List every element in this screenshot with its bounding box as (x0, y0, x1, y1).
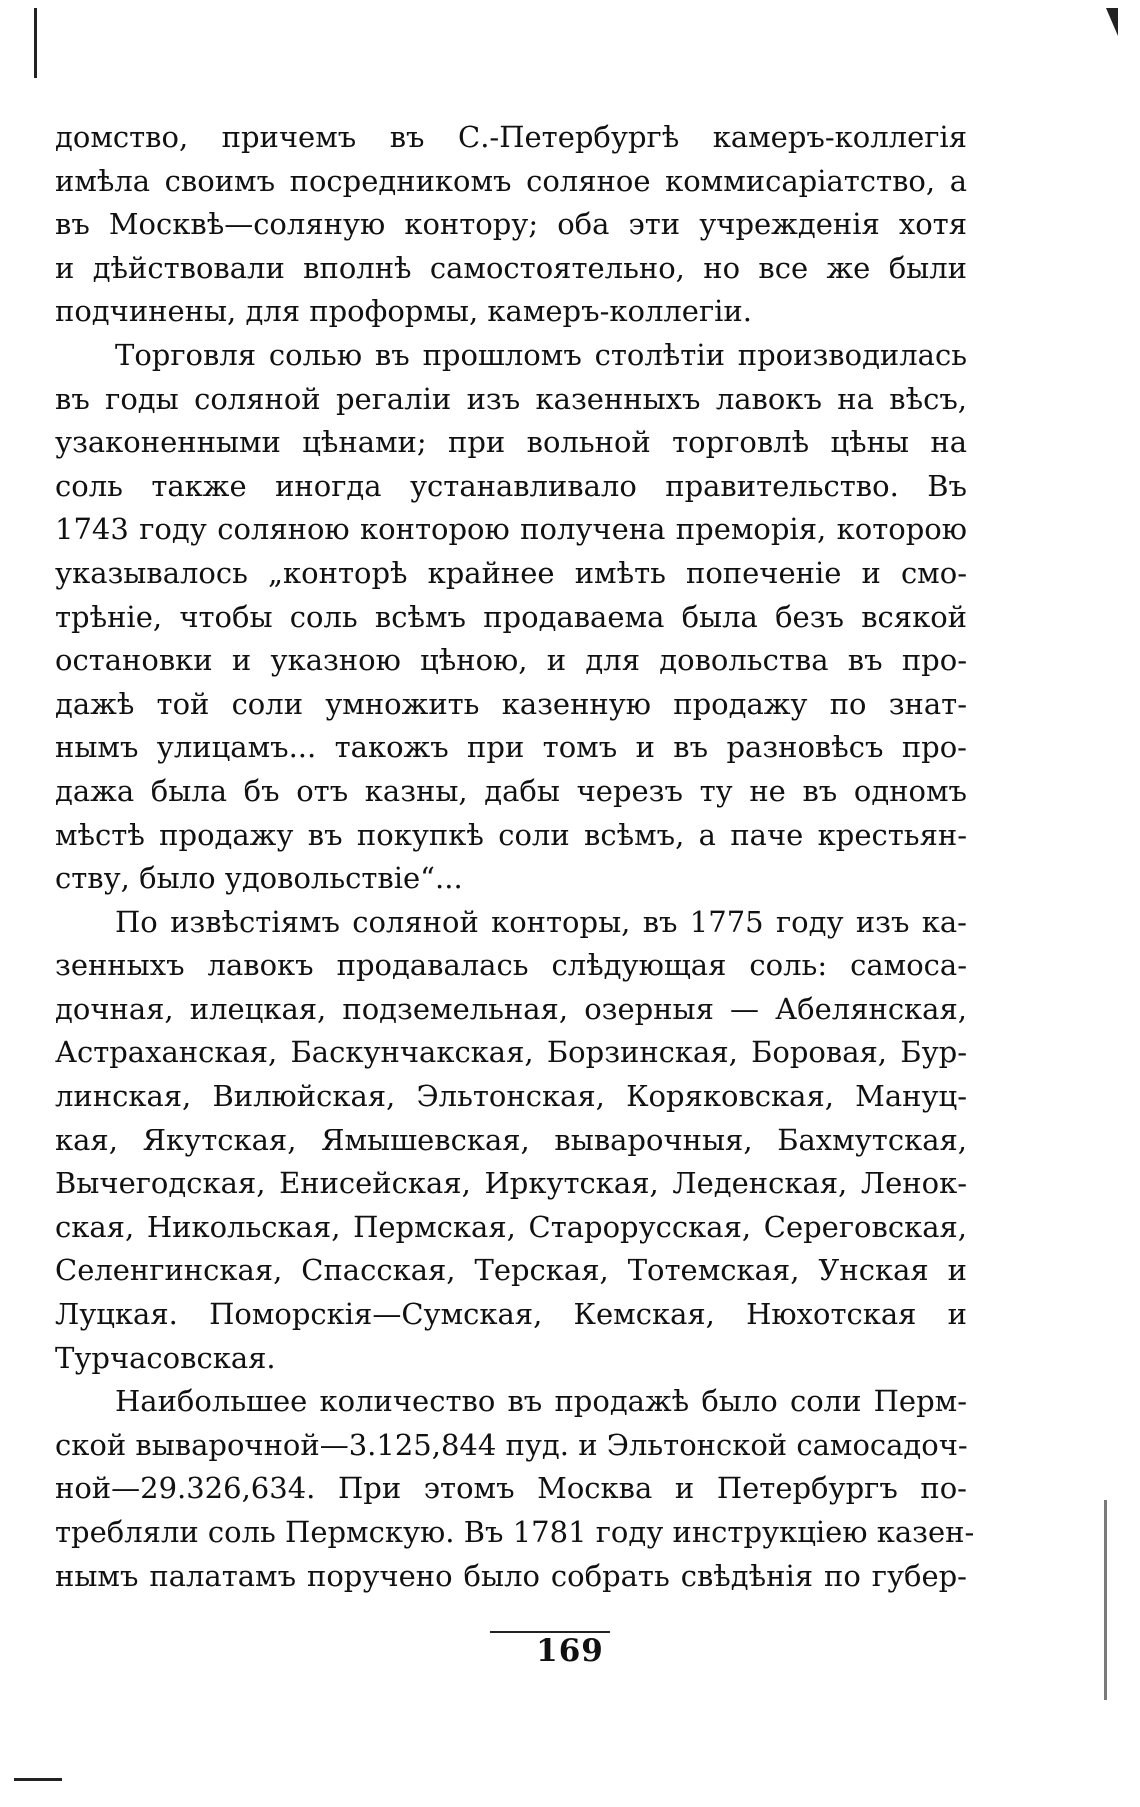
text-line: Луцкая. Поморскія—Сумская, Кемская, Нюхотская и (55, 1297, 967, 1332)
text-line: нымъ палатамъ поручено было собрать свѣдѣнія по губер- (55, 1558, 967, 1593)
text-line: трѣніе, чтобы соль всѣмъ продаваема была безъ всякой (55, 599, 967, 634)
text-line: нымъ улицамъ... такожъ при томъ и въ разновѣсъ про- (55, 730, 967, 765)
body-text (55, 116, 975, 1598)
text-line: домство, причемъ въ С.-Петербургѣ камеръ-коллегія (55, 120, 967, 154)
scan-edge-mark-right (1104, 1500, 1107, 1700)
text-line: имѣла своимъ посредникомъ соляное коммисаріатство, а (55, 163, 967, 198)
text-line: Селенгинская, Спасская, Терская, Тотемская, Унская и (55, 1253, 967, 1288)
text-line: линская, Вилюйская, Эльтонская, Коряковская, Мануц- (55, 1079, 967, 1114)
text-line: остановки и указною цѣною, и для довольства въ про- (55, 643, 967, 678)
text-line: и дѣйствовали вполнѣ самостоятельно, но все же были (55, 250, 967, 285)
paragraph-start-line: Наибольшее количество въ продажѣ было соли Перм- (115, 1384, 967, 1419)
text-line: дочная, илецкая, подземельная, озерныя — Абелянская, (55, 991, 967, 1026)
text-line: ной—29.326,634. При этомъ Москва и Петербургъ по- (55, 1471, 967, 1506)
text-line: Вычегодская, Енисейская, Иркутская, Леденская, Ленок- (55, 1166, 967, 1201)
text-line: узаконенными цѣнами; при вольной торговлѣ цѣны на (55, 425, 967, 460)
text-line: мѣстѣ продажу въ покупкѣ соли всѣмъ, а паче крестьян- (55, 817, 967, 852)
text-line: ской выварочной—3.125,844 пуд. и Эльтонской самосадоч- (55, 1427, 968, 1462)
text-line: дажѣ той соли умножить казенную продажу по знат- (55, 686, 967, 721)
text-line: 1743 году соляною конторою получена преморія, которою (55, 512, 967, 547)
text-line: указывалось „конторѣ крайнее имѣть попеченіе и смо- (55, 555, 967, 590)
text-line: ству, было удовольствіе“... (55, 861, 463, 896)
page-number: 169 (536, 1633, 604, 1669)
text-line: въ Москвѣ—соляную контору; оба эти учрежденія хотя (55, 207, 967, 242)
paragraph-start-line: По извѣстіямъ соляной конторы, въ 1775 году изъ ка- (115, 904, 967, 939)
text-line: соль также иногда устанавливало правительство. Въ (55, 468, 967, 503)
text-line: дажа была бъ отъ казны, дабы черезъ ту не въ одномъ (55, 773, 967, 808)
text-line: подчинены, для проформы, камеръ-коллегіи. (55, 294, 752, 329)
paragraph-start-line: Торговля солью въ прошломъ столѣтіи производилась (115, 337, 967, 372)
text-line: ская, Никольская, Пермская, Старорусская, Сереговская, (55, 1209, 967, 1244)
scan-edge-mark-top-right (1106, 8, 1118, 36)
text-line: Турчасовская. (55, 1340, 276, 1375)
text-line: кая, Якутская, Ямышевская, выварочныя, Бахмутская, (55, 1122, 967, 1157)
text-line: требляли соль Пермскую. Въ 1781 году инструкціею казен- (55, 1515, 975, 1549)
text-line: зенныхъ лавокъ продавалась слѣдующая соль: самоса- (55, 948, 967, 983)
scan-edge-mark-bottom-left (14, 1778, 62, 1781)
text-line: въ годы соляной регаліи изъ казенныхъ лавокъ на вѣсъ, (55, 381, 967, 416)
scan-edge-mark-left (34, 8, 37, 78)
text-line: Астраханская, Баскунчакская, Борзинская, Боровая, Бур- (55, 1035, 967, 1070)
